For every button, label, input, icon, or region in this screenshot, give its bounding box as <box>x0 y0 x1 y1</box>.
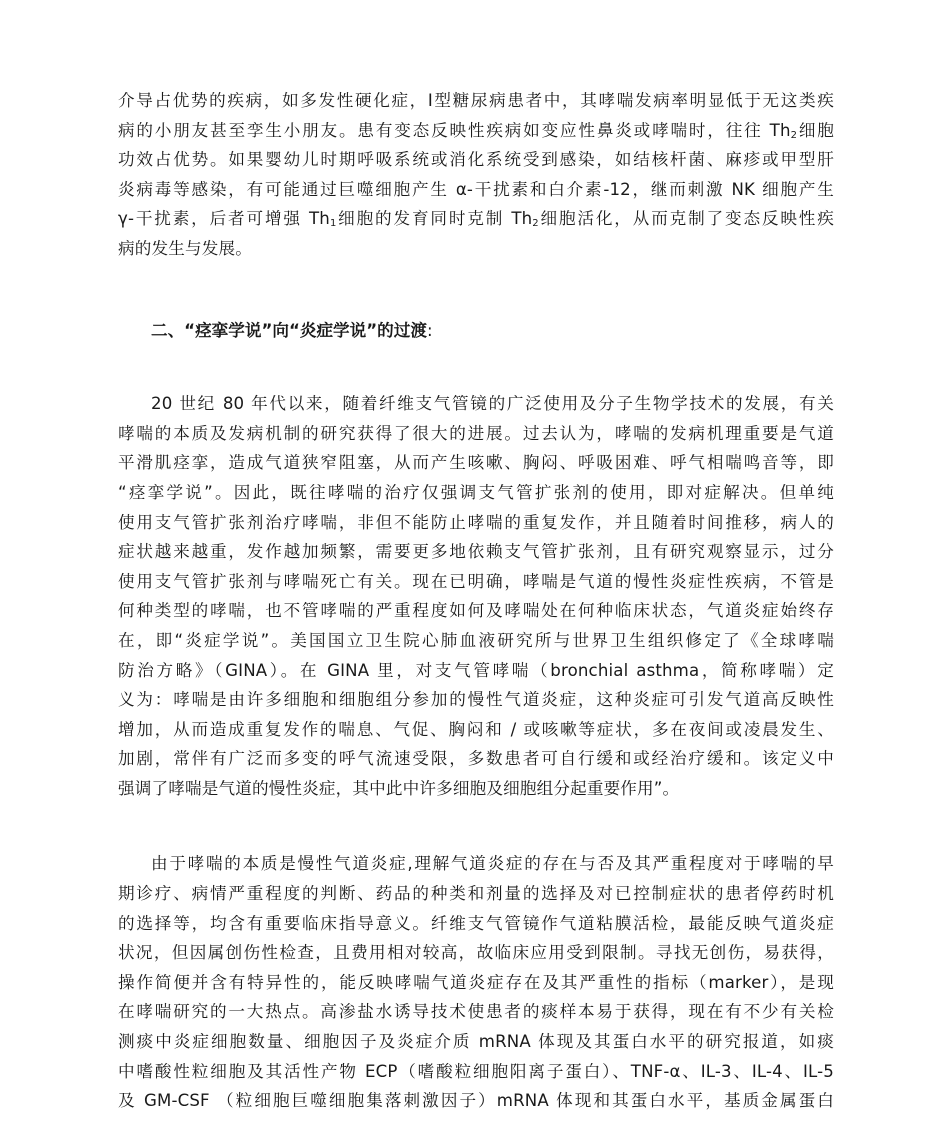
text-line: 平滑肌痉挛，造成气道狭窄阻塞，从而产生咳嗽、胸闷、呼吸困难、呼气相喘鸣音等，即 <box>118 453 834 473</box>
text-line: 病的发生与发展。 <box>118 238 252 258</box>
text-line: 哮喘的本质及发病机制的研究获得了很大的进展。过去认为，哮喘的发病机理重要是气道 <box>118 423 834 443</box>
text-line: 在哮喘研究的一大热点。高渗盐水诱导技术使患者的痰样本易于获得，现在有不少有关检 <box>118 1002 834 1022</box>
text-line: “痉挛学说”。因此，既往哮喘的治疗仅强调支气管扩张剂的使用，即对症解决。但单纯 <box>118 482 834 502</box>
paragraph-airway-markers <box>118 849 834 1115</box>
paragraph-th-cells <box>118 86 834 264</box>
section-heading <box>118 316 834 346</box>
text-line: 及 GM-CSF （粒细胞巨噬细胞集落刺激因子）mRNA 体现和其蛋白水平，基质金属蛋白 <box>118 1091 834 1111</box>
text-line: 期诊疗、病情严重程度的判断、药品的种类和剂量的选择及对已控制症状的患者停药时机 <box>118 884 834 904</box>
text-line: 病的小朋友甚至孪生小朋友。患有变态反映性疾病如变应性鼻炎或哮喘时，往往 $Th_2$细胞 <box>118 120 834 141</box>
text-line: 症状越来越重，发作越加频繁，需要更多地依赖支气管扩张剂，且有研究观察显示，过分 <box>118 542 834 562</box>
section-heading-text: 二、“痉挛学说”向“炎症学说”的过渡 <box>151 320 427 340</box>
text-line: 测痰中炎症细胞数量、细胞因子及炎症介质 mRNA 体现及其蛋白水平的研究报道，如痰 <box>118 1032 834 1052</box>
text-line: 介导占优势的疾病，如多发性硬化症，I型糖尿病患者中，其哮喘发病率明显低于无这类疾 <box>118 91 834 110</box>
text-line: 使用支气管扩张剂与哮喘死亡有关。现在已明确，哮喘是气道的慢性炎症性疾病，不管是 <box>118 571 834 591</box>
paragraph-inflammation-theory <box>118 389 834 803</box>
text-line: 功效占优势。如果婴幼儿时期呼吸系统或消化系统受到感染，如结核杆菌、麻疹或甲型肝 <box>118 150 834 170</box>
text-line: 操作简便并含有特异性的，能反映哮喘气道炎症存在及其严重性的指标（marker），是现 <box>118 972 834 992</box>
document-page <box>118 86 834 1116</box>
text-line: 由于哮喘的本质是慢性气道炎症,理解气道炎症的存在与否及其严重程度对于哮喘的早 <box>151 854 834 874</box>
text-line: 增加，从而造成重复发作的喘息、气促、胸闷和 / 或咳嗽等症状，多在夜间或凌晨发生、 <box>118 719 834 739</box>
text-line: 防治方略》（GINA）。在 GINA 里，对支气管哮喘（bronchial asthma，简称哮喘）定 <box>118 660 834 680</box>
text-line: 的选择等，均含有重要临床指导意义。纤维支气管镜作气道粘膜活检，最能反映气道炎症 <box>118 913 834 933</box>
section-heading-colon: : <box>426 320 433 340</box>
text-line: 强调了哮喘是气道的慢性炎症，其中此中许多细胞及细胞组分起重要作用”。 <box>118 778 680 798</box>
text-line: 中嗜酸性粒细胞及其活性产物 ECP（嗜酸粒细胞阳离子蛋白）、TNF-α、IL-3、IL-4、IL-5 <box>118 1061 834 1081</box>
text-line: γ-干扰素，后者可增强 $Th_1$细胞的发育同时克制 $Th_2$细胞活化，从而克制了变态反映性疾 <box>118 209 834 230</box>
text-line: 加剧，常伴有广泛而多变的呼气流速受限，多数患者可自行缓和或经治疗缓和。该定义中 <box>118 749 834 769</box>
text-line: 在，即“炎症学说”。美国国立卫生院心肺血液研究所与世界卫生组织修定了《全球哮喘 <box>118 630 834 650</box>
text-line: 使用支气管扩张剂治疗哮喘，非但不能防止哮喘的重复发作，并且随着时间推移，病人的 <box>118 512 834 532</box>
text-line: 义为：哮喘是由许多细胞和细胞组分参加的慢性气道炎症，这种炎症可引发气道高反映性 <box>118 690 834 710</box>
text-line: 状况，但因属创伤性检查，且费用相对较高，故临床应用受到限制。寻找无创伤，易获得， <box>118 943 834 963</box>
text-line: 20 世纪 80 年代以来，随着纤维支气管镜的广泛使用及分子生物学技术的发展，有关 <box>151 394 834 414</box>
text-line: 何种类型的哮喘，也不管哮喘的严重程度如何及哮喘处在何种临床状态，气道炎症始终存 <box>118 601 834 621</box>
text-line: 炎病毒等感染，有可能通过巨噬细胞产生 α-干扰素和白介素-12，继而刺激 NK 细胞产生 <box>118 179 834 199</box>
